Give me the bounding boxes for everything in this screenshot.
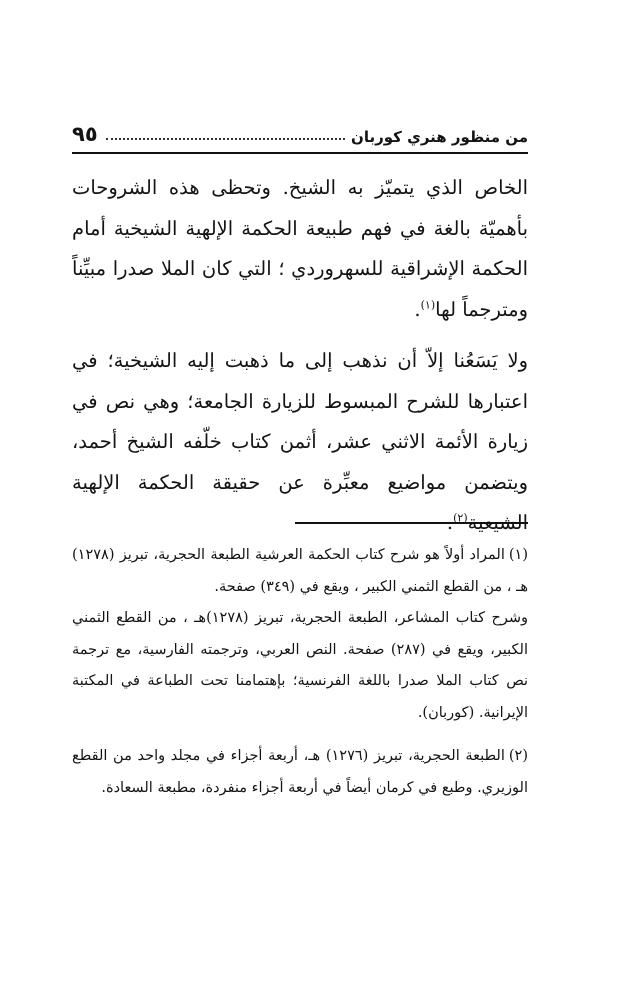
paragraph-text: ولا يَسَعُنا إلاّ أن نذهب إلى ما ذهبت إليه الشيخية؛ في اعتبارها للشرح المبسوط للزيارة الجامعة؛ وهي نص في زيارة الأئمة الاثني عشر، أثمن كتاب خلّفه الشيخ أحمد، ويتضمن مواضيع معبِّرة عن حقيقة الحكمة الإلهية الشيعية — [72, 349, 528, 534]
footnote-text: الطبعة الحجرية، تبريز (١٢٧٦) هـ، أربعة أجزاء في مجلد واحد من القطع الوزيري. وطبع في كرمان أيضاً في أربعة أجزاء منفردة، مطبعة السعادة. — [72, 748, 528, 796]
footnotes — [72, 540, 528, 804]
paragraph — [72, 168, 528, 330]
header-title: من منظور هنري كوربان — [351, 128, 528, 146]
footnote-line — [72, 540, 528, 603]
page-number: ٩٥ — [72, 122, 98, 146]
footnote-separator — [295, 522, 528, 524]
main-text — [72, 168, 528, 544]
footnote-ref: (١) — [420, 298, 436, 311]
footnote-text: وشرح كتاب المشاعر، الطبعة الحجرية، تبريز (١٢٧٨)هـ ، من القطع الثمني الكبير، ويقع في (٢٨٧) صفحة. النص العربي، وترجمته الفارسية، مع ترجمة نص كتاب الملا صدرا باللغة الفرنسية؛ بإهتمامنا تحت الطباعة في المكتبة الإيرانية. (كوربان). — [72, 610, 528, 721]
end-mark: . — [414, 297, 421, 321]
footnote-text: المراد أولاً هو شرح كتاب الحكمة العرشية الطبعة الحجرية، تبريز (١٢٧٨) هـ ، من القطع الثمني الكبير ، ويقع في (٣٤٩) صفحة. — [72, 547, 528, 595]
footnote-label: (١) — [508, 547, 528, 563]
end-mark: . — [446, 511, 454, 534]
footnote-2 — [72, 741, 528, 804]
paragraph — [72, 341, 528, 544]
footnote-ref: (٢) — [453, 511, 468, 525]
running-header — [72, 112, 528, 154]
footnote-line — [72, 741, 528, 804]
footnote-1 — [72, 540, 528, 729]
paragraph-text: الخاص الذي يتميّز به الشيخ. وتحظى هذه الشروحات بأهميّة بالغة في فهم طبيعة الحكمة الإلهية الشيخية أمام الحكمة الإشراقية للسهروردي ؛ التي كان الملا صدرا مبيِّناً ومترجماً لها — [72, 176, 528, 321]
footnote-line — [72, 603, 528, 729]
header-leader-dots — [106, 138, 345, 140]
footnote-label: (٢) — [508, 748, 529, 764]
